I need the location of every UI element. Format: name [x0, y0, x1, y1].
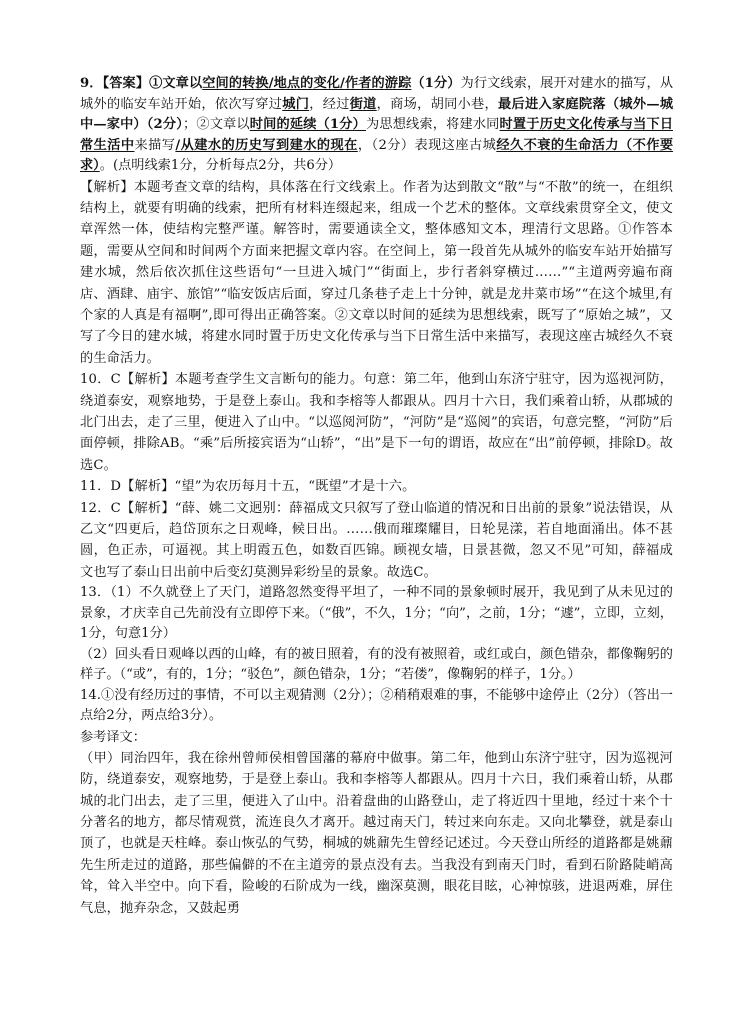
q9-key-point: 时间的延续（1分）	[249, 117, 366, 132]
q9-text: 。(点明线索1分，分析每点2分，共6分）	[99, 158, 342, 173]
q9-key-point: 街道	[349, 96, 377, 112]
translation-heading: 参考译文：	[80, 729, 146, 745]
q13-answer-part2: （2）回头看日观峰以西的山峰，有的被日照着，有的没有被照着，或红或白，颜色错杂，都像鞠躬的样子。（“或”，有的，1分；“驳色”，颜色错杂，1分；“若偻”，像鞠躬的样子，1分。）	[80, 646, 673, 683]
q13-answer-part1: 13．（1）不久就登上了天门，道路忽然变得平坦了，一种不同的景象顿时展开，我见到了从未见过的景象，才庆幸自己先前没有立即停下来。（“俄”，不久，1分；“向”，之前，1分；“遽”，立即，立刻，1分，句意1分）	[80, 585, 673, 642]
answer-tag: 【答案】	[102, 76, 150, 91]
q9-number: 9．	[80, 76, 103, 91]
q9-text: 为行文线索，展开对建水的描写，从城外的临安车站开始，依次写穿过	[80, 76, 674, 112]
q12-answer: 12．C【解析】“薛、姚二文迥别：薛福成文只叙写了登山临道的情况和日出前的景象”说法错误，从乙文“四更后，趋岱顶东之日观峰，候日出。……俄而璀璨耀目，日轮晃漾，若自地面涌出。体不甚圆，色正赤，可逼视。其上明霞五色，如数百匹锦。顾视女墙，日景甚微，忽又不见”可知，薛福成文也写了泰山日出前中后变幻莫测异彩纷呈的景象。故选C。	[80, 500, 673, 580]
q9-key-point: 经久不衰的生命活力（不作要求）	[80, 137, 674, 173]
translation-text: （甲）同治四年，我在徐州曾师侯相曾国藩的幕府中做事。第二年，他到山东济宁驻守，因为巡视河防，绕道泰安，观察地势，于是登上泰山。我和李榕等人都跟从。四月十六日，我们乘着山轿，从郡城的北门出去，走了三里，便进入了山中。沿着盘曲的山路登山，走了将近四十里地，经过十来个十分著名的地方，都尽情观赏，流连良久才离开。越过南天门，转过来向东走。又向北攀登，就是泰山顶了，也就是天柱峰。泰山恢弘的气势，桐城的姚鼐先生曾经记述过。今天登山所经的道路都是姚鼐先生所走过的道路，那些偏僻的不在主道旁的景点没有去。当我没有到南天门时，看到石阶路陡峭高耸，耸入半空中。向下看，险峻的石阶成为一线，幽深莫测，眼花目眩，心神惊骇，进退两难，屏住气息，抛弃杂念，又鼓起勇	[80, 750, 673, 916]
q9-answer	[80, 74, 673, 177]
q11-answer: 11．D【解析】“望”为农历每月十五，“既望”才是十六。	[80, 479, 416, 495]
q9-text: ，（2分）表现这座古城	[357, 137, 497, 153]
q9-key-point: 城门	[282, 96, 310, 112]
q9-text: 为思想线索，将建水同	[365, 117, 500, 132]
q14-answer: 14.①没有经历过的事情，不可以主观猜测（2分）；②稍稍艰难的事，不能够中途停止（2分）（答出一点给2分，两点给3分）。	[80, 687, 673, 724]
q9-score: （1分）	[411, 76, 461, 91]
q9-key-point: /从建水的历史写到建水的现在	[175, 137, 358, 153]
q10-answer: 10．C【解析】本题考查学生文言断句的能力。句意：第二年，他到山东济宁驻守，因为巡视河防，绕道泰安，观察地势，于是登上泰山。我和李榕等人都跟从。四月十六日，我们乘着山轿，从郡城的北门出去，走了三里，便进入了山中。“以巡阅河防”，“河防”是“巡阅”的宾语，句意完整，“河防”后面停顿，排除AB。“乘”后所接宾语为“山轿”，“出”是下一句的谓语，故应在“出”前停顿，排除D。故选C。	[80, 372, 673, 473]
q9-analysis: 【解析】本题考查文章的结构，具体落在行文线索上。作者为达到散文“散”与“不散”的统一，在组织结构上，就要有明确的线索，把所有材料连缀起来，组成一个艺术的整体。文章线索贯穿全文，使文章浑然一体，使结构完整严谨。解答时，需要通读全文，整体感知文本，理清行文思路。①作答本题，需要从空间和时间两个方面来把握文章内容。在空间上，第一段首先从城外的临安车站开始描写建水城，然后依次抓住这些语句“一旦进入城门”“街面上，步行者斜穿横过……”“主道两旁遍布商店、酒肆、庙宇、旅馆”“临安饭店后面，穿过几条巷子走上十分钟，就是龙井菜市场”“在这个城里,有个家的人真是有福啊”,即可得出正确答案。②文章以时间的延续为思想线索，既写了“原始之城”，又写了今日的建水城，将建水同时置于历史文化传承与当下日常生活中来描写，表现这座古城经久不衰的生命活力。	[80, 179, 673, 366]
q9-key-point: 空间的转换/地点的变化/作者的游踪	[202, 76, 412, 91]
q9-text: 来描写	[134, 137, 176, 153]
q9-text: ，经过	[309, 96, 350, 112]
q9-text: ，商场，胡同小巷，	[376, 96, 499, 112]
q9-key-point: 时置于历史文化传承与当下日常生活中	[80, 117, 674, 153]
q9-text: ①文章以	[149, 76, 203, 91]
q9-text: ；②文章以	[183, 117, 250, 132]
q9-key-point: 最后进入家庭院落（城外—城中—家中）（2分）	[80, 96, 674, 132]
